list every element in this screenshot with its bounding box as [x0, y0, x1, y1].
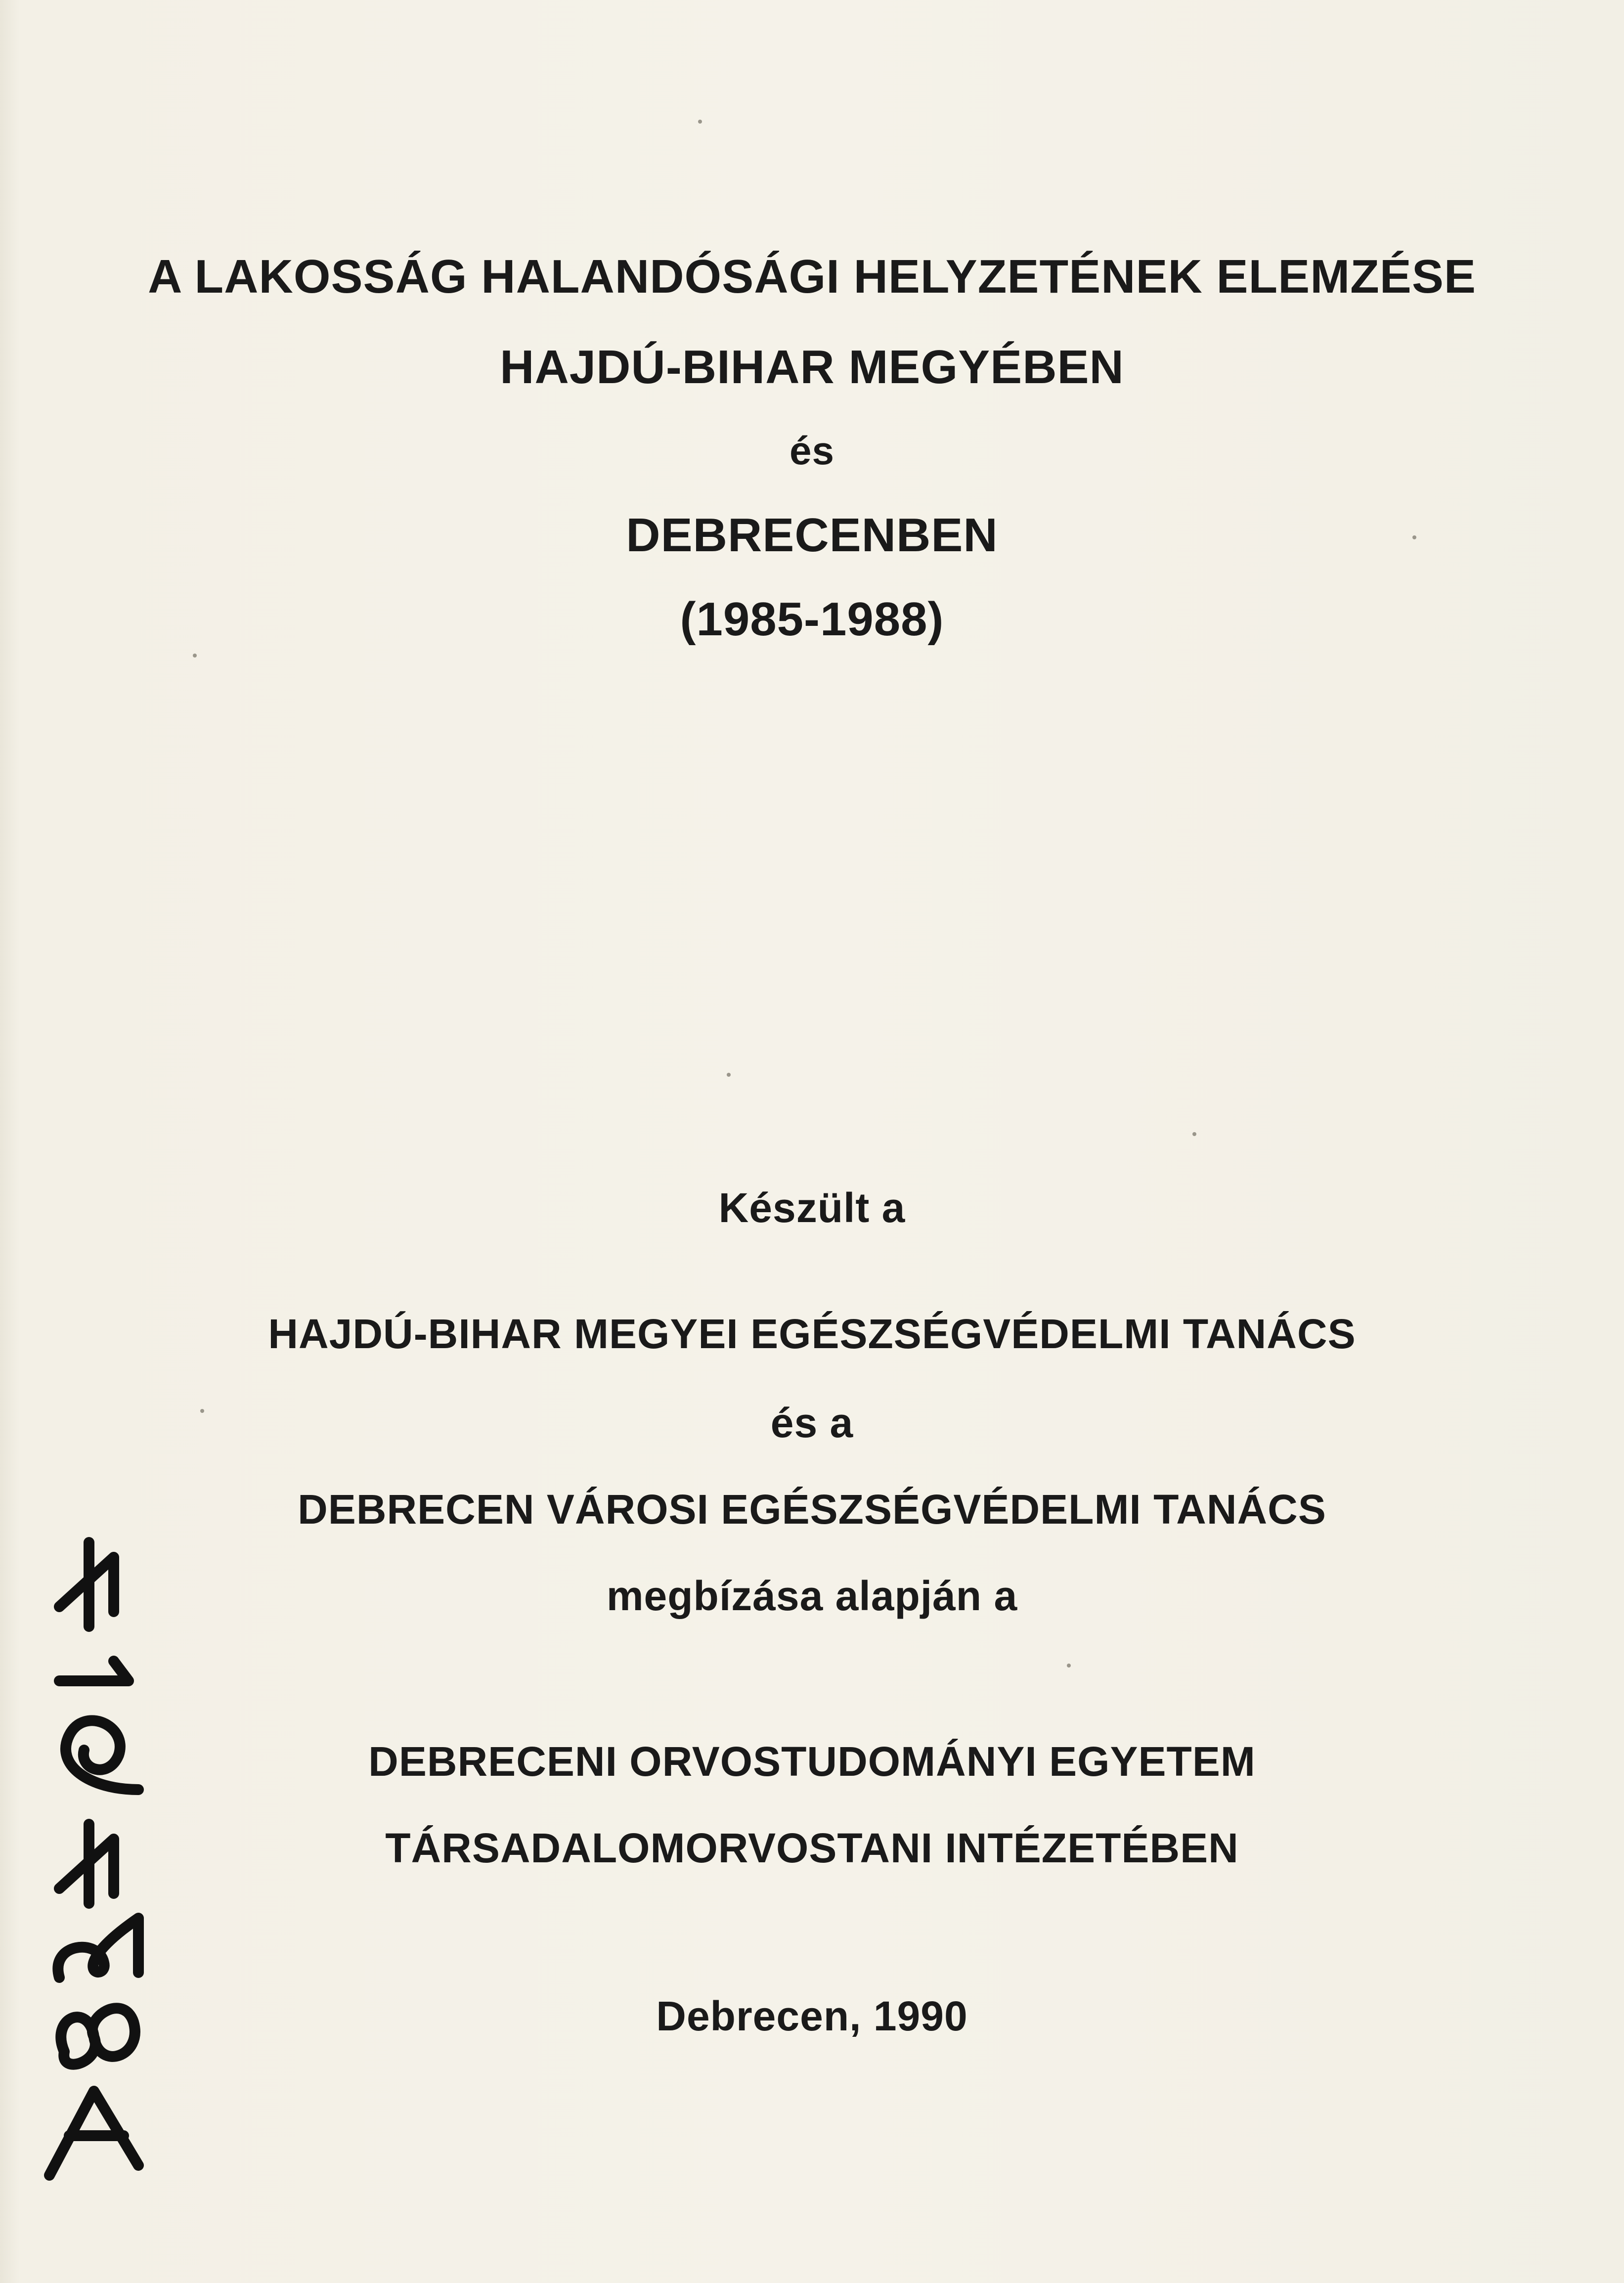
prepared-intro: Készült a	[718, 1185, 906, 1231]
council-city: DEBRECEN VÁROSI EGÉSZSÉGVÉDELMI TANÁCS	[298, 1486, 1326, 1533]
title-line-4: DEBRECENBEN	[626, 509, 998, 562]
scan-speck	[1067, 1664, 1071, 1668]
title-years: (1985-1988)	[680, 593, 944, 646]
scan-speck	[1412, 535, 1416, 539]
institute-university: DEBRECENI ORVOSTUDOMÁNYI EGYETEM	[368, 1738, 1256, 1785]
title-line-1: A LAKOSSÁG HALANDÓSÁGI HELYZETÉNEK ELEMZÉSE	[148, 250, 1476, 303]
scan-speck	[698, 120, 702, 124]
scan-speck	[1192, 1132, 1196, 1136]
institute-department: TÁRSADALOMORVOSTANI INTÉZETÉBEN	[385, 1825, 1239, 1871]
title-conjunction: és	[790, 429, 834, 473]
commission-basis: megbízása alapján a	[606, 1573, 1018, 1619]
title-line-2: HAJDÚ-BIHAR MEGYÉBEN	[500, 341, 1124, 394]
scan-speck	[727, 1073, 731, 1077]
council-conjunction: és a	[770, 1400, 854, 1446]
council-county: HAJDÚ-BIHAR MEGYEI EGÉSZSÉGVÉDELMI TANÁCS	[268, 1311, 1356, 1357]
scan-speck	[193, 654, 197, 658]
scan-speck	[200, 1409, 204, 1413]
place-and-date: Debrecen, 1990	[656, 1993, 968, 2039]
handwritten-catalog-number	[30, 1449, 158, 2190]
